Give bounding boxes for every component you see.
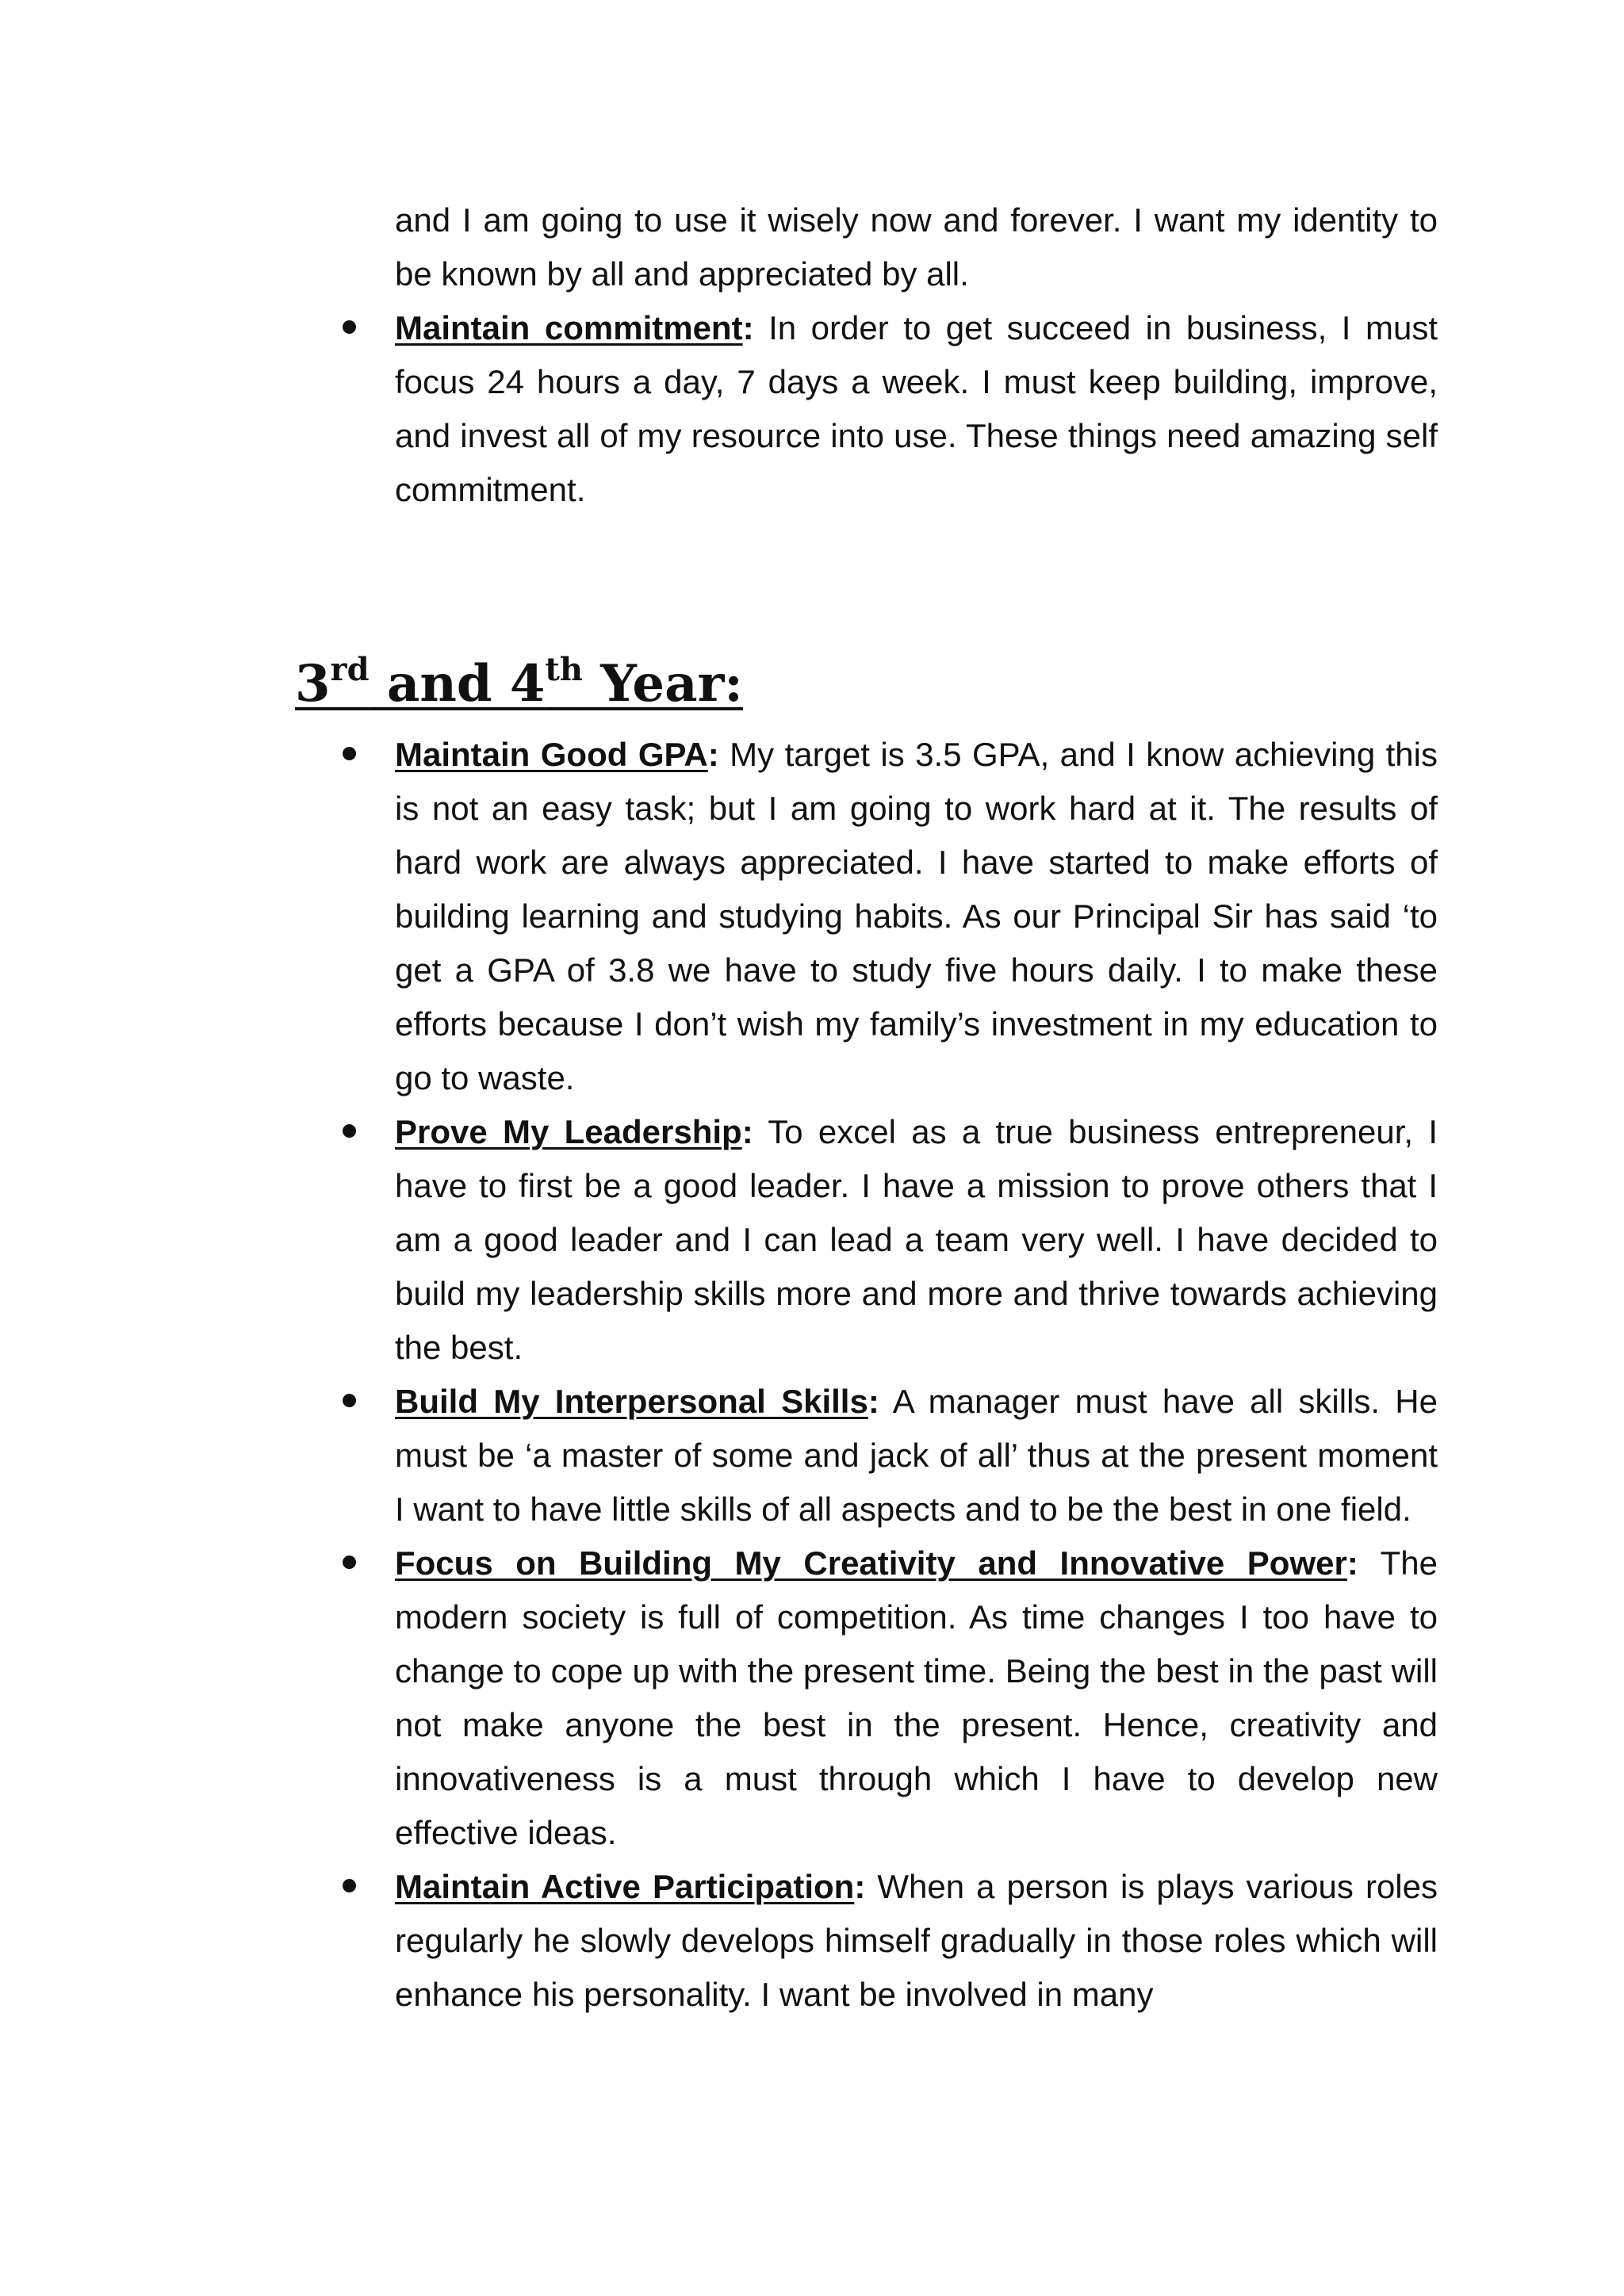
- section-bullet-list: [395, 728, 1438, 2022]
- bullet-text: The modern society is full of competition. As time changes I too have to change to cope up with the present time. Being the best in the past will not make anyone the best in the present. Hence, creativity and innovativeness is a must through which I have to develop new effective ideas.: [395, 1544, 1438, 1851]
- list-item-build-interpersonal-skills: [395, 1375, 1438, 1536]
- first-bullet-list: [395, 301, 1438, 517]
- list-item-maintain-good-gpa: [395, 728, 1438, 1105]
- heading-superscript-th: th: [545, 650, 583, 688]
- bullet-colon: :: [854, 1868, 866, 1905]
- list-item-prove-my-leadership: [395, 1105, 1438, 1375]
- list-item-maintain-commitment: [395, 301, 1438, 517]
- bullet-title: Prove My Leadership: [395, 1113, 742, 1150]
- bullet-colon: :: [741, 1113, 753, 1150]
- bullet-icon: [343, 320, 356, 334]
- bullet-icon: [343, 1556, 356, 1569]
- bullet-colon: :: [742, 309, 754, 346]
- bullet-colon: :: [1346, 1544, 1358, 1582]
- bullet-icon: [343, 1394, 356, 1407]
- list-item-creativity-and-innovative-power: [395, 1536, 1438, 1860]
- bullet-icon: [343, 747, 356, 760]
- bullet-title: Maintain commitment: [395, 309, 743, 346]
- list-item-maintain-active-participation: [395, 1860, 1438, 2022]
- bullet-title: Maintain Active Participation: [395, 1868, 855, 1905]
- first-page-section: [395, 193, 1438, 517]
- bullet-title: Maintain Good GPA: [395, 736, 708, 773]
- heading-suffix: Year:: [582, 654, 743, 714]
- section-heading: [295, 649, 743, 720]
- bullet-title: Focus on Building My Creativity and Innovative Power: [395, 1544, 1347, 1582]
- bullet-colon: :: [868, 1383, 879, 1420]
- heading-prefix: 3: [295, 654, 331, 714]
- bullet-icon: [343, 1879, 356, 1892]
- bullet-icon: [343, 1124, 356, 1138]
- bullet-title: Build My Interpersonal Skills: [395, 1383, 868, 1420]
- bullet-text: When a person is plays various roles regularly he slowly develops himself gradually in those roles which will enhance his personality. I want be involved in many: [395, 1868, 1438, 2013]
- bullet-colon: :: [707, 736, 719, 773]
- bullet-text: To excel as a true business entrepreneur, I have to first be a good leader. I have a mission to prove others that I am a good leader and I can lead a team very well. I have decided to build my leadership skills more and more and thrive towards achieving the best.: [395, 1113, 1438, 1366]
- bullet-text: In order to get succeed in business, I must focus 24 hours a day, 7 days a week. I must keep building, improve, and invest all of my resource into use. These things need amazing self commitment.: [395, 309, 1438, 508]
- bullet-text: A manager must have all skills. He must be ‘a master of some and jack of all’ thus at the present moment I want to have little skills of all aspects and to be the best in one field.: [395, 1383, 1438, 1528]
- heading-middle: and 4: [369, 654, 546, 714]
- heading-superscript-rd: rd: [330, 650, 370, 688]
- continuation-paragraph: and I am going to use it wisely now and forever. I want my identity to be known by all and appreciated by all.: [395, 201, 1438, 293]
- bullet-text: My target is 3.5 GPA, and I know achieving this is not an easy task; but I am going to work hard at it. The results of hard work are always appreciated. I have started to make efforts of building learning and studying habits. As our Principal Sir has said ‘to get a GPA of 3.8 we have to study five hours daily. I to make these efforts because I don’t wish my family’s investment in my education to go to waste.: [395, 736, 1438, 1096]
